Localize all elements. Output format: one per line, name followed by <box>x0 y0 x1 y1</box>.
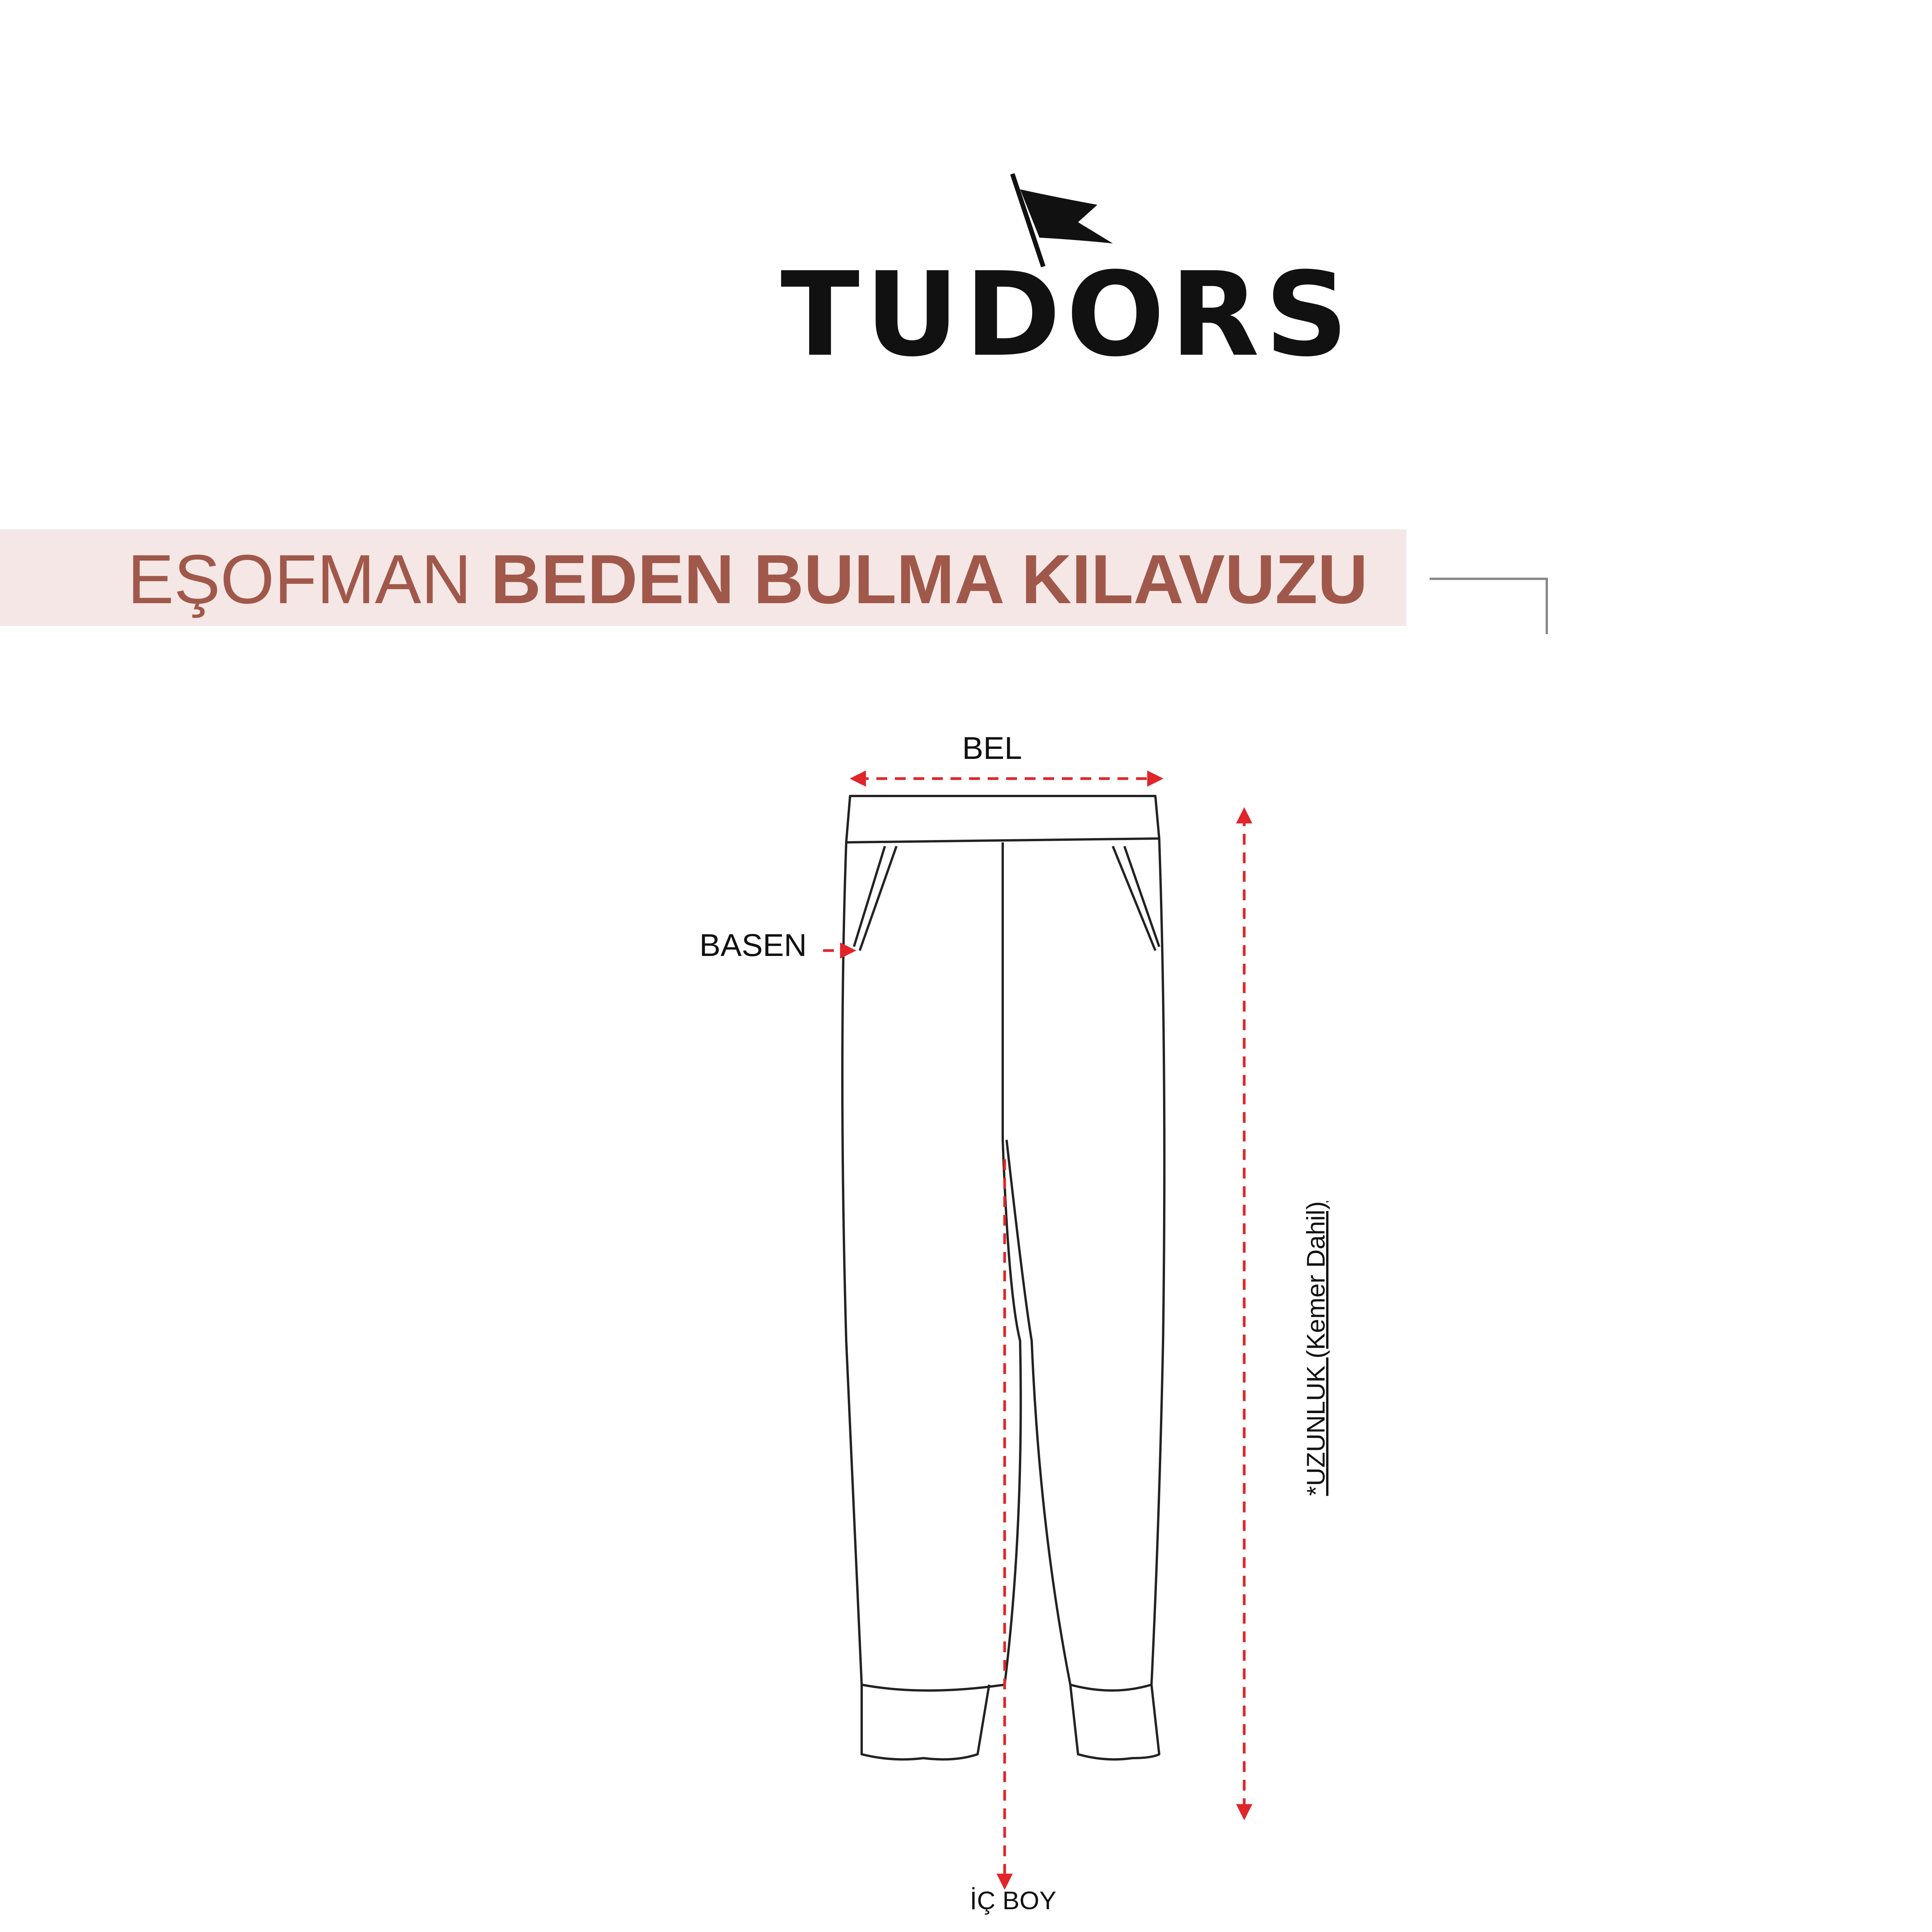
title-bold: BEDEN BULMA KILAVUZU <box>491 541 1368 618</box>
inseam-label: İÇ BOY <box>970 1886 1056 1915</box>
page-title <box>128 541 1368 618</box>
waist-label: BEL <box>962 731 1022 766</box>
title-light: EŞOFMAN <box>128 541 472 618</box>
brand-logo <box>781 170 1354 382</box>
length-label: *UZUNLUK (Kemer Dahil) <box>1301 1201 1330 1496</box>
pants-drawing <box>676 715 1294 1932</box>
hip-label: BASEN <box>699 928 807 963</box>
title-divider <box>1430 578 1548 634</box>
logo-text: TUDORS <box>781 247 1354 382</box>
pants-diagram <box>676 715 1330 1932</box>
